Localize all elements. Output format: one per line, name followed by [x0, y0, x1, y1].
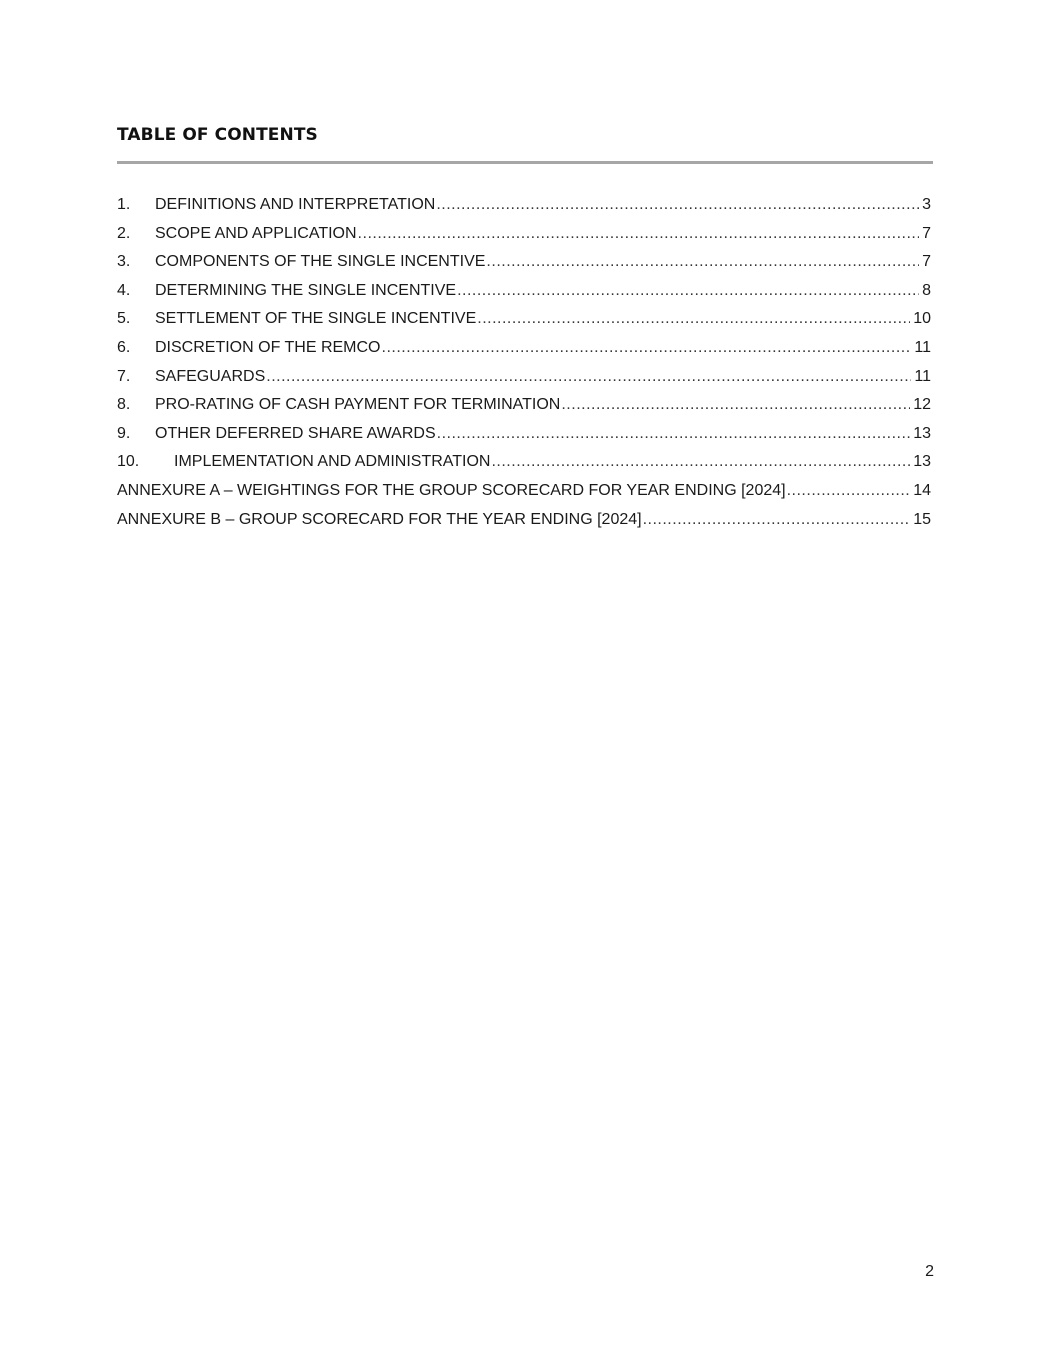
toc-entry-page: 14: [913, 481, 931, 499]
toc-entry-title: SETTLEMENT OF THE SINGLE INCENTIVE: [155, 310, 477, 328]
toc-dot-leader: [477, 307, 910, 331]
toc-dot-leader: [436, 193, 919, 217]
toc-entry-page: 7: [922, 224, 931, 242]
toc-entry-number: 4.: [117, 281, 131, 299]
toc-entry-title: ANNEXURE A – WEIGHTINGS FOR THE GROUP SCORECARD FOR YEAR ENDING [2024]: [117, 481, 786, 499]
toc-entry-title: ANNEXURE B – GROUP SCORECARD FOR THE YEAR ENDING [2024]: [117, 510, 642, 528]
heading-divider: [117, 161, 933, 164]
toc-entry-page: 12: [913, 396, 931, 414]
toc-entry-number: 8.: [117, 396, 131, 414]
toc-entry-page: 13: [913, 424, 931, 442]
toc-dot-leader: [358, 222, 920, 246]
toc-list: [117, 193, 931, 536]
toc-entry-page: 11: [914, 367, 931, 385]
toc-entry-page: 13: [913, 453, 931, 471]
toc-entry-page: 10: [913, 310, 931, 328]
toc-dot-leader: [437, 422, 911, 446]
toc-dot-leader: [486, 250, 919, 274]
toc-entry-title: IMPLEMENTATION AND ADMINISTRATION: [174, 453, 491, 471]
toc-entry[interactable]: [117, 279, 931, 308]
toc-entry-title: DEFINITIONS AND INTERPRETATION: [155, 196, 436, 213]
toc-entry-title: DETERMINING THE SINGLE INCENTIVE: [155, 281, 457, 299]
toc-entry-title: SAFEGUARDS: [155, 367, 266, 385]
toc-dot-leader: [266, 365, 911, 389]
toc-entry-title: DISCRETION OF THE REMCO: [155, 338, 381, 356]
toc-dot-leader: [787, 479, 911, 503]
toc-entry-page: 3: [922, 196, 931, 213]
toc-entry[interactable]: [117, 365, 931, 394]
toc-dot-leader: [382, 336, 912, 360]
toc-entry-title: SCOPE AND APPLICATION: [155, 224, 357, 242]
toc-entry-annexure[interactable]: [117, 508, 931, 537]
toc-entry-number: 10.: [117, 453, 140, 471]
toc-entry-title: COMPONENTS OF THE SINGLE INCENTIVE: [155, 253, 486, 271]
toc-entry[interactable]: [117, 336, 931, 365]
toc-entry-page: 8: [922, 281, 931, 299]
toc-entry[interactable]: [117, 250, 931, 279]
toc-entry[interactable]: [117, 450, 931, 479]
toc-entry[interactable]: [117, 307, 931, 336]
toc-entry-number: 2.: [117, 224, 131, 242]
toc-entry-page: 11: [914, 338, 931, 356]
toc-heading: TABLE OF CONTENTS: [117, 125, 318, 145]
toc-dot-leader: [491, 450, 910, 474]
page-number: 2: [925, 1263, 934, 1280]
toc-dot-leader: [457, 279, 919, 303]
toc-entry-page: 7: [922, 253, 931, 271]
toc-entry-number: 3.: [117, 253, 131, 271]
toc-entry-number: 6.: [117, 338, 131, 356]
toc-dot-leader: [643, 508, 911, 532]
toc-entry-title: PRO-RATING OF CASH PAYMENT FOR TERMINATION: [155, 396, 561, 414]
toc-entry-page: 15: [913, 510, 931, 528]
toc-entry[interactable]: [117, 193, 931, 222]
toc-dot-leader: [561, 393, 910, 417]
toc-entry-number: 7.: [117, 367, 131, 385]
toc-entry-number: 1.: [117, 196, 131, 213]
toc-entry-title: OTHER DEFERRED SHARE AWARDS: [155, 424, 436, 442]
toc-entry-annexure[interactable]: [117, 479, 931, 508]
toc-entry[interactable]: [117, 393, 931, 422]
toc-entry[interactable]: [117, 422, 931, 451]
toc-entry-number: 5.: [117, 310, 131, 328]
toc-entry-number: 9.: [117, 424, 131, 442]
toc-entry[interactable]: [117, 222, 931, 251]
